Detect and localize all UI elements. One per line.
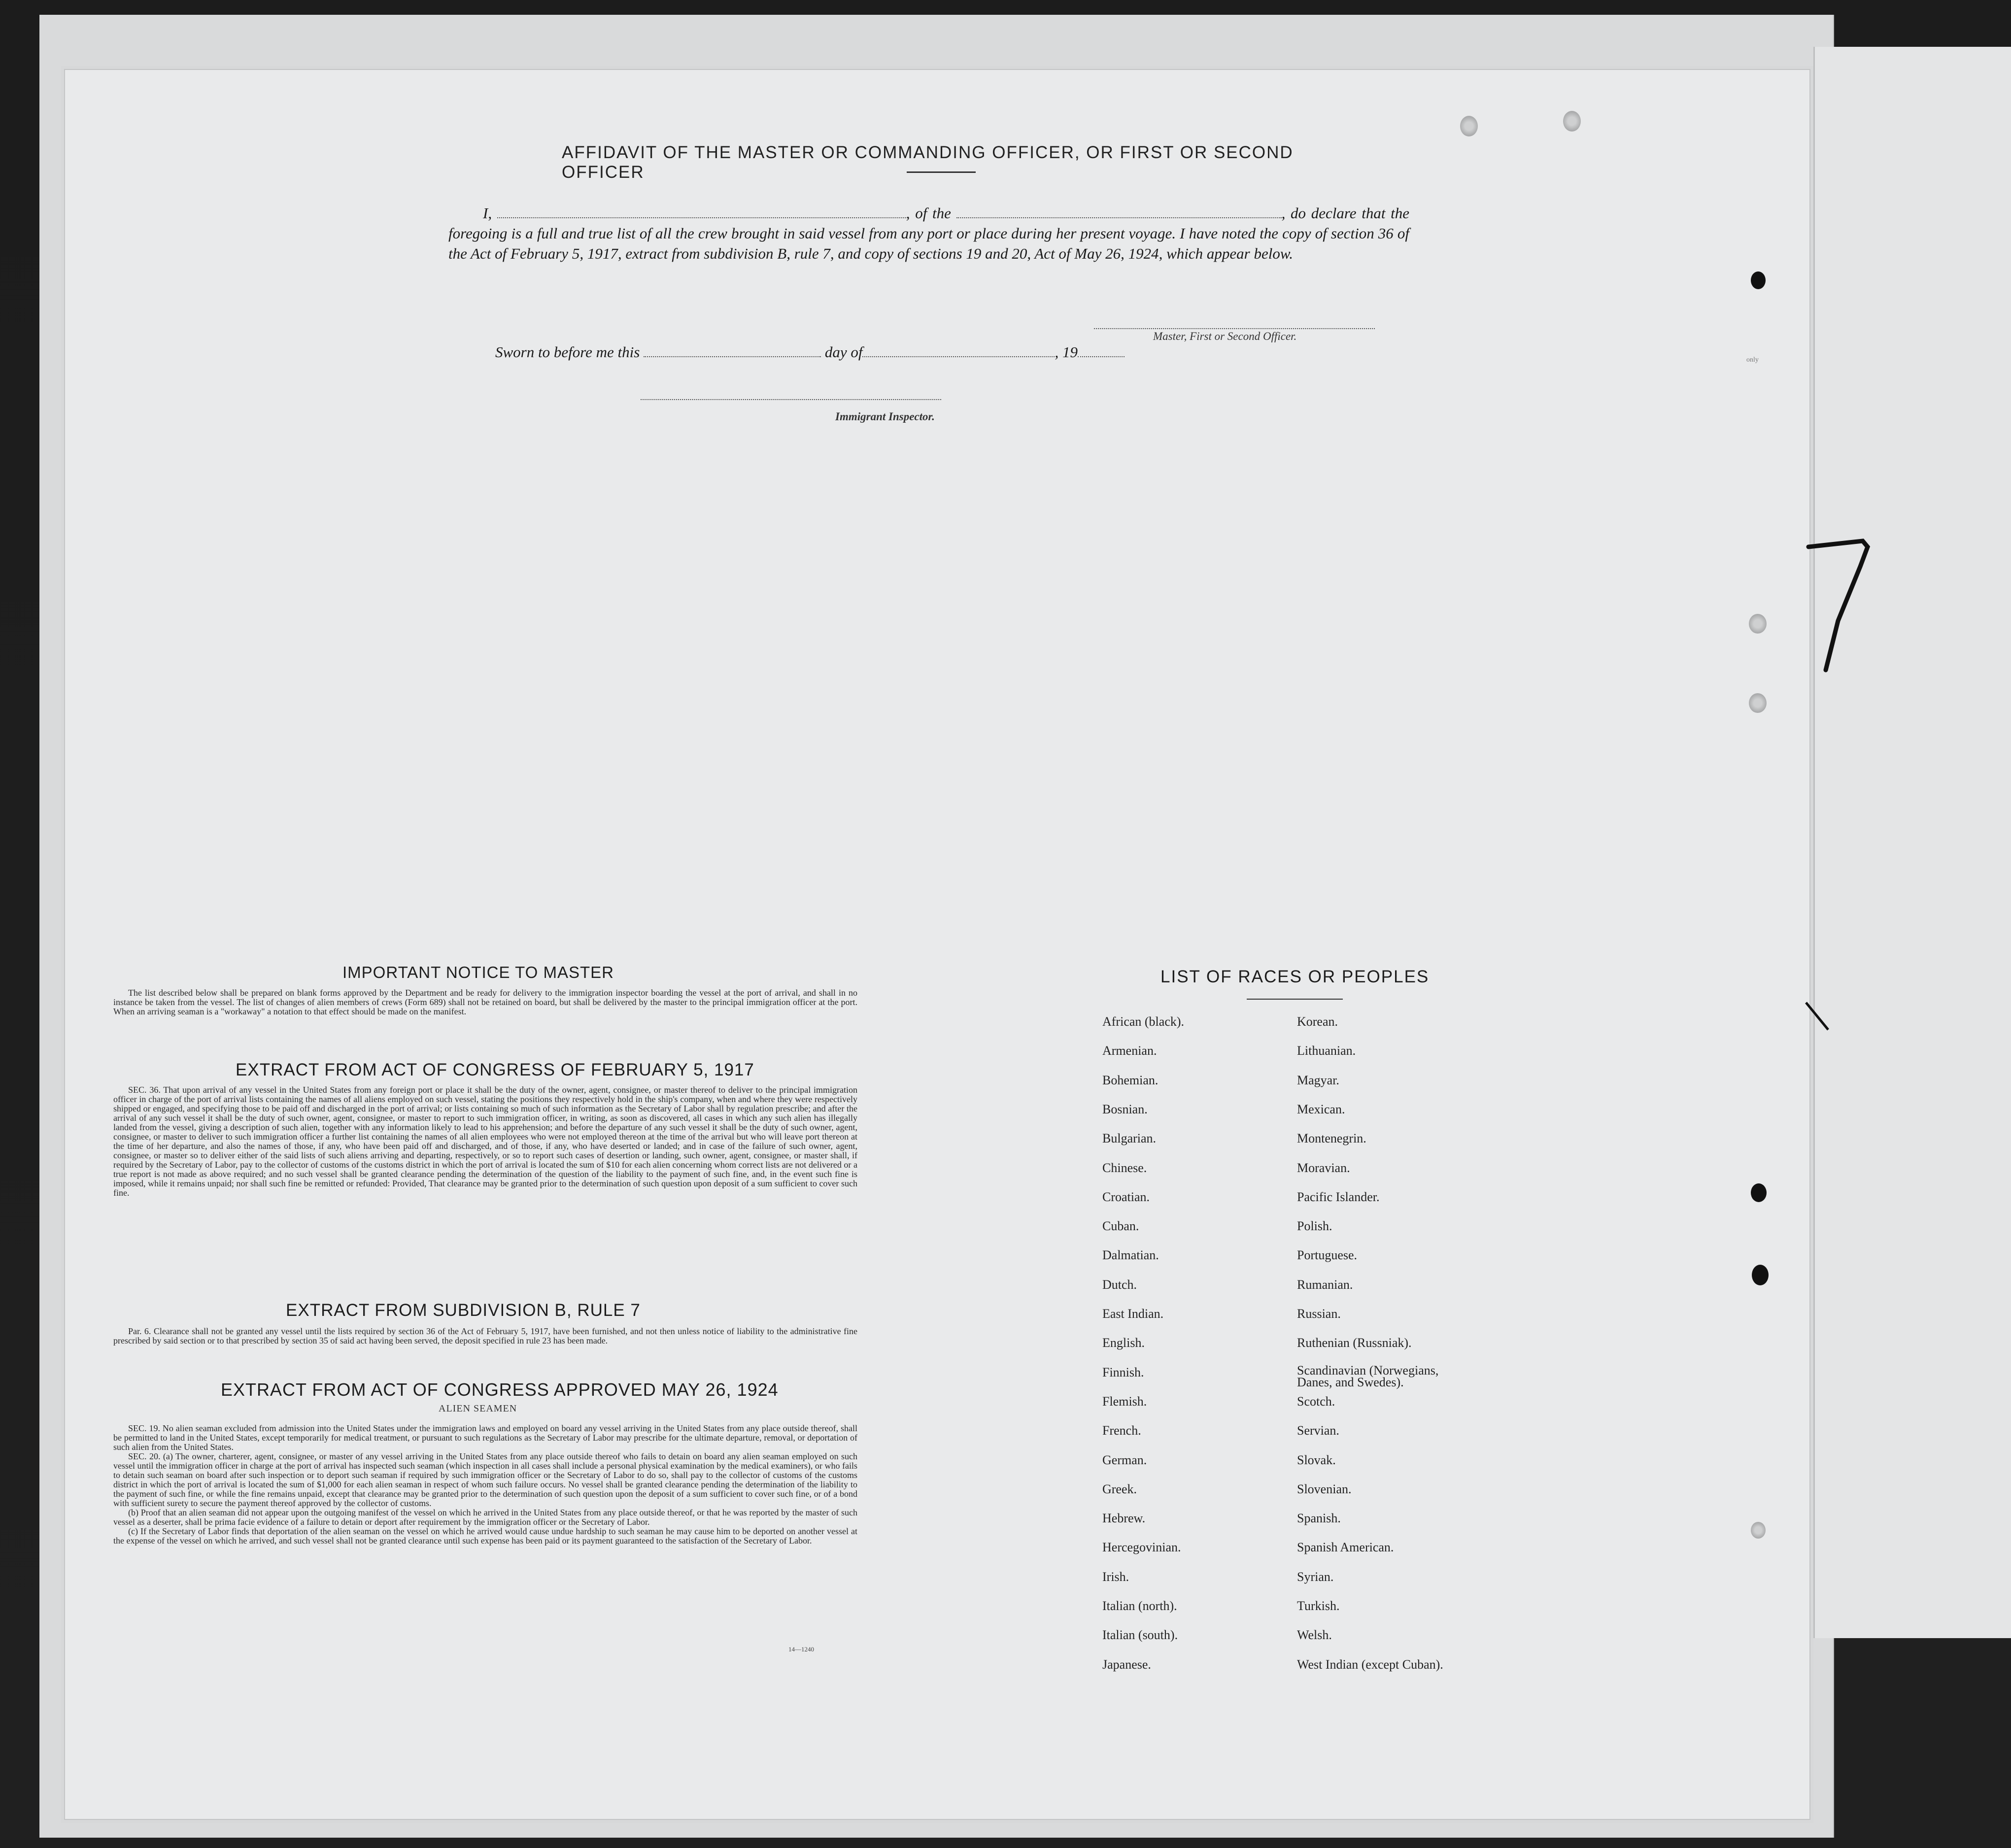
race-entry: Croatian. (1102, 1189, 1150, 1204)
race-entry: Magyar. (1297, 1073, 1339, 1087)
notice-paragraph: The list described below shall be prepared on blank forms approved by the Department and be ready for delivery to the immigration inspector boarding the vessel at the port of arrival, and shall in no instance be taken from the vessel. The list of changes of alien members of crews (Form 689) shall not be retained on board, but shall be delivered by the master to the principal immigration officer at the port. When an arriving seaman is a "workaway" a notation to that effect should be made on the manifest. (113, 988, 857, 1016)
affidavit-declaration (448, 203, 1409, 264)
declaration-do-declare: , do declare (1281, 204, 1357, 222)
race-entry: Bosnian. (1102, 1102, 1148, 1116)
declaration-of-the: , of the (906, 204, 951, 222)
punch-hole (1751, 1522, 1766, 1539)
extract-1917-text (113, 1085, 857, 1198)
sec-20c-paragraph: (c) If the Secretary of Labor finds that deportation of the alien seaman on the vessel on which he arrived would cause undue hardship to such seaman he may cause him to be deported on another vessel at the expense of the vessel on which he arrived, and such vessel shall not be granted clearance until such expense has been paid or its payment guaranteed to the satisfaction of the Secretary of Labor. (113, 1526, 857, 1546)
sworn-year-blank[interactable] (1078, 344, 1125, 357)
extract-rule7-title: EXTRACT FROM SUBDIVISION B, RULE 7 (286, 1301, 641, 1320)
race-entry: Korean. (1297, 1014, 1338, 1029)
race-entry: Rumanian. (1297, 1277, 1353, 1292)
title-rule (907, 171, 976, 173)
punch-hole (1749, 614, 1767, 634)
race-entry: Portuguese. (1297, 1248, 1358, 1263)
race-entry: Flemish. (1102, 1394, 1147, 1409)
race-entry: Dutch. (1102, 1277, 1137, 1292)
race-entry: Syrian. (1297, 1569, 1334, 1584)
race-entry: Slovak. (1297, 1452, 1336, 1467)
race-entry: Japanese. (1102, 1657, 1151, 1672)
race-entry: Bohemian. (1102, 1073, 1159, 1087)
sec-20b-paragraph: (b) Proof that an alien seaman did not appear upon the outgoing manifest of the vessel on which he arrived in the United States from any place outside thereof, or that he was reported by the master of such vessel as a deserter, shall be prima facie evidence of a failure to detain or deport after requirement by the immigration officer or the Secretary of Labor. (113, 1508, 857, 1527)
margin-tick-mark (1804, 1000, 1833, 1035)
race-entry: Montenegrin. (1297, 1131, 1366, 1146)
race-entry: African (black). (1102, 1014, 1185, 1029)
race-entry: Spanish American. (1297, 1540, 1394, 1555)
race-entry: Welsh. (1297, 1628, 1332, 1643)
race-entry: Bulgarian. (1102, 1131, 1157, 1146)
race-entry: Armenian. (1102, 1043, 1157, 1058)
punch-hole (1751, 271, 1766, 289)
extract-1917-paragraph: SEC. 36. That upon arrival of any vessel in the United States from any foreign port or place it shall be the duty of the owner, agent, consignee, or master thereof to deliver to the principal immigration officer in charge of the port of arrival lists containing the names of all aliens employed on such vessel, stating the positions they respectively hold in the ship's company, when and where they were respectively shipped or engaged, and specifying those to be paid off and discharged in the port of arrival; or lists containing so much of such information as the Secretary of Labor shall by regulation prescribe; and after the arrival of any such vessel it shall be the duty of such owner, agent, consignee, or master to report to such immigration officer, in writing, as soon as discovered, all cases in which any such alien has illegally landed from the vessel, giving a description of such alien, together with any information likely to lead to his apprehension; and before the departure of any such vessel it shall be the duty of such owner, agent, consignee, or master to deliver to such immigration officer a further list containing the names of all alien employees who were not employed thereon at the time of the arrival but who will leave port thereon at the time of her departure, and also the names of those, if any, who have been paid off and discharged, and of those, if any, who have deserted or landed; and in case of the failure of such owner, agent, consignee, or master so to deliver either of the said lists of such aliens arriving and departing, respectively, or so to report such cases of desertion or landing, such owner, agent, consignee, or master shall, if required by the Secretary of Labor, pay to the collector of customs of the customs district in which the port of arrival is located the sum of $10 for each alien concerning whom correct lists are not delivered or a true report is not made as above required; and no such vessel shall be granted clearance pending the determination of the question of the liability to the payment of such fine, and, in the event such fine is imposed, while it remains unpaid; nor shall such fine be remitted or refunded: Provided, That clearance may be granted prior to the determination of such question upon deposit of a sum sufficient to cover such fine. (113, 1085, 857, 1198)
vessel-blank[interactable] (956, 205, 1282, 218)
affidavit-title: AFFIDAVIT OF THE MASTER OR COMMANDING OFFICER, OR FIRST OR SECOND OFFICER (562, 143, 1294, 182)
extract-1924-text (113, 1424, 857, 1546)
notice-title: IMPORTANT NOTICE TO MASTER (342, 963, 614, 981)
race-entry: English. (1102, 1336, 1145, 1350)
race-entry: Mexican. (1297, 1102, 1345, 1116)
manifest-page (64, 69, 1810, 1820)
race-entry: Polish. (1297, 1219, 1332, 1234)
master-signature-line[interactable] (1094, 328, 1375, 329)
handwritten-seven-mark (1799, 532, 1877, 690)
notice-text (113, 988, 857, 1016)
race-entry: West Indian (except Cuban). (1297, 1657, 1443, 1672)
form-number: 14—1240 (788, 1646, 814, 1653)
race-entry: Slovenian. (1297, 1481, 1352, 1496)
race-entry: Dalmatian. (1102, 1248, 1159, 1263)
race-entry: Ruthenian (Russniak). (1297, 1336, 1412, 1350)
sec-19-paragraph: SEC. 19. No alien seaman excluded from admission into the United States under the immigration laws and employed on board any vessel arriving in the United States from any place outside thereof, shall be permitted to land in the United States, except temporarily for medical treatment, or pursuant to such regulations as the Secretary of Labor may prescribe for the ultimate departure, removal, or deportation of such alien from the United States. (113, 1423, 857, 1452)
extract-1917-title: EXTRACT FROM ACT OF CONGRESS OF FEBRUARY 5, 1917 (236, 1060, 754, 1079)
declaration-body: that the foregoing is a full and true list of all the crew brought in said vessel from any port or place during her present voyage. I have noted the copy of section 36 of the Act of February 5, 1917, extract from subdivision B, rule 7, and copy of sections 19 and 20, Act of May 26, 1924, which appear below. (448, 204, 1409, 262)
declaration-i: I, (483, 204, 492, 222)
race-entry: Hercegovinian. (1102, 1540, 1181, 1555)
punch-hole (1752, 1265, 1769, 1285)
race-entry: Italian (south). (1102, 1628, 1178, 1643)
extract-1924-title: EXTRACT FROM ACT OF CONGRESS APPROVED MAY 26, 1924 (221, 1379, 779, 1400)
sworn-day-of: day of (824, 343, 863, 361)
punch-hole (1751, 1183, 1767, 1202)
race-entry: Italian (north). (1102, 1599, 1177, 1613)
sworn-day-blank[interactable] (644, 344, 821, 357)
race-entry: Pacific Islander. (1297, 1189, 1380, 1204)
sworn-month-blank[interactable] (862, 344, 1055, 357)
sworn-year: , 19 (1055, 343, 1078, 361)
punch-hole (1749, 693, 1767, 713)
inspector-caption: Immigrant Inspector. (835, 410, 935, 423)
race-entry: Scotch. (1297, 1394, 1335, 1409)
race-entry: Chinese. (1102, 1160, 1147, 1175)
race-entry: Scandinavian (Norwegians, Danes, and Swedes). (1297, 1363, 1439, 1389)
races-title: LIST OF RACES OR PEOPLES (1160, 967, 1430, 986)
sworn-statement (495, 343, 1125, 361)
inspector-signature-line[interactable] (641, 399, 941, 400)
races-title-rule (1247, 999, 1343, 1000)
sec-20a-paragraph: SEC. 20. (a) The owner, charterer, agent, consignee, or master of any vessel arriving in the United States from any place outside thereof who fails to detain on board any alien seaman employed on such vessel until the immigration officer in charge at the port of arrival has inspected such seaman (which inspection in all cases shall include a personal physical examination by the medical examiners), or who fails to detain such seaman on board after such inspection or to deport such seaman if required by such immigration officer or the Secretary of Labor to do so, shall pay to the collector of customs of the customs district in which the port of arrival is located the sum of $1,000 for each alien seaman in respect of whom such failure occurs. No vessel shall be granted clearance pending the determination of the liability to the payment of such fine, or while the fine remains unpaid, except that clearance may be granted prior to the determination of such question upon the deposit of a sum sufficient to cover such fine, or of a bond with sufficient surety to secure the payment thereof approved by the collector of customs. (113, 1451, 857, 1508)
race-entry: German. (1102, 1452, 1147, 1467)
punch-hole (1460, 116, 1478, 136)
sworn-prefix: Sworn to before me this (495, 343, 640, 361)
margin-note-only: only (1746, 356, 1759, 364)
extract-rule7-paragraph: Par. 6. Clearance shall not be granted any vessel until the lists required by section 36 of the Act of February 5, 1917, have been furnished, and not then unless notice of liability to the administrative fine prescribed by said section or to that prescribed by section 35 of said act having been served, the deposit specified in rule 23 has been made. (113, 1326, 857, 1345)
alien-seamen-subtitle: ALIEN SEAMEN (439, 1403, 517, 1414)
race-entry: Russian. (1297, 1307, 1341, 1321)
name-blank[interactable] (497, 205, 906, 218)
race-entry: East Indian. (1102, 1307, 1164, 1321)
adjacent-sheet (1813, 47, 2011, 1638)
race-entry: Cuban. (1102, 1219, 1139, 1234)
race-entry: Moravian. (1297, 1160, 1350, 1175)
race-entry: Spanish. (1297, 1511, 1341, 1526)
race-entry: Lithuanian. (1297, 1043, 1356, 1058)
race-entry: Irish. (1102, 1569, 1129, 1584)
extract-rule7-text (113, 1327, 857, 1345)
race-entry: Turkish. (1297, 1599, 1340, 1613)
race-entry: Greek. (1102, 1481, 1137, 1496)
race-entry: Finnish. (1102, 1365, 1144, 1379)
punch-hole (1563, 111, 1581, 132)
race-entry: French. (1102, 1423, 1141, 1438)
race-entry: Hebrew. (1102, 1511, 1146, 1526)
race-entry: Servian. (1297, 1423, 1339, 1438)
master-caption: Master, First or Second Officer. (1153, 330, 1297, 342)
